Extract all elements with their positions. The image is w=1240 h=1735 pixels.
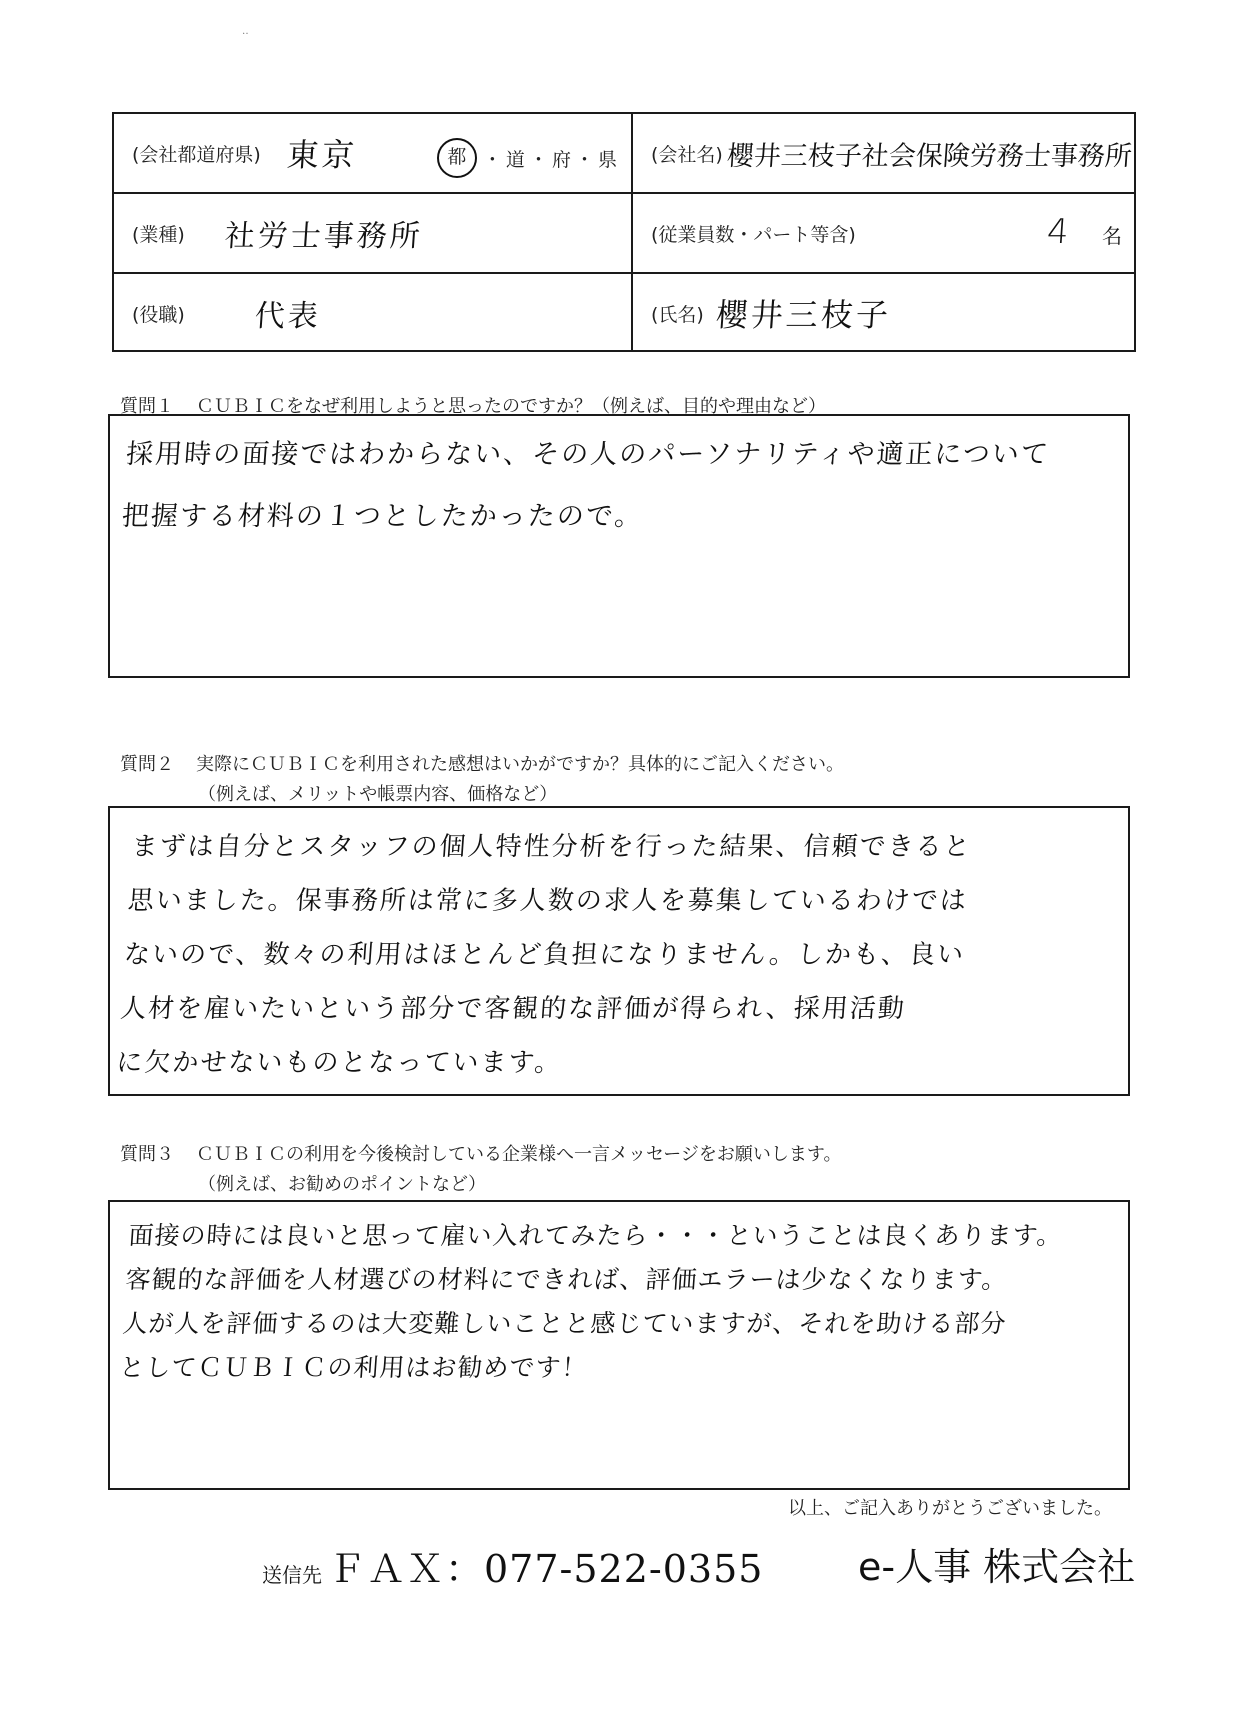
answer-3-line: 人が人を評価するのは大変難しいことと感じていますが、それを助ける部分 xyxy=(121,1309,1008,1338)
row-industry-employees xyxy=(114,194,1134,274)
employees-value: 4 xyxy=(1045,212,1074,252)
answer-2-line: ないので、数々の利用はほとんど負担になりません。しかも、良い xyxy=(122,940,967,970)
question-2-title xyxy=(120,750,844,776)
scan-speck: ‥ xyxy=(242,26,253,37)
answer-1-text xyxy=(120,424,1125,548)
answer-3-line: としてＣＵＢＩＣの利用はお勧めです！ xyxy=(118,1353,589,1382)
fax-prefix: 送信先 xyxy=(262,1563,322,1587)
name-cell xyxy=(633,274,1136,352)
company-label: (会社名) xyxy=(651,143,723,166)
answer-3-text xyxy=(118,1214,1126,1390)
footer-fax xyxy=(262,1538,763,1593)
prefecture-cell xyxy=(114,114,631,192)
position-value: 代表 xyxy=(253,299,322,334)
row-position-name xyxy=(114,274,1134,354)
industry-value: 社労士事務所 xyxy=(223,219,424,254)
position-label: (役職) xyxy=(132,303,185,326)
question-1-text: ＣＵＢＩＣをなぜ利用しようと思ったのですか？（例えば、目的や理由など） xyxy=(196,396,826,417)
name-value: 櫻井三枝子 xyxy=(714,296,893,334)
prefecture-option-do: 道 xyxy=(505,148,525,171)
footer-company: e-人事 株式会社 xyxy=(858,1545,1136,1589)
company-value: 櫻井三枝子社会保険労務士事務所 xyxy=(725,140,1133,172)
answer-2-line: 思いました。保事務所は常に多人数の求人を募集しているわけでは xyxy=(126,886,969,916)
prefecture-label: (会社都道府県) xyxy=(132,143,261,166)
question-3-title xyxy=(120,1140,841,1166)
question-2-number: 質問２ xyxy=(120,754,174,775)
question-2-text: 実際にＣＵＢＩＣを利用された感想はいかがですか？具体的にご記入ください。 xyxy=(196,754,844,775)
prefecture-option-to-circled: 都 xyxy=(437,138,477,178)
question-3-text: ＣＵＢＩＣの利用を今後検討している企業様へ一言メッセージをお願いします。 xyxy=(196,1144,842,1165)
question-2-subtitle: （例えば、メリットや帳票内容、価格など） xyxy=(198,784,558,805)
employees-label: (従業員数・パート等含) xyxy=(651,223,856,246)
position-cell xyxy=(114,274,631,352)
closing-message: 以上、ご記入ありがとうございました。 xyxy=(788,1498,1112,1519)
answer-2-line: 人材を雇いたいという部分で客観的な評価が得られ、採用活動 xyxy=(119,994,907,1024)
answer-3-box xyxy=(108,1200,1130,1490)
company-cell xyxy=(633,114,1136,192)
industry-cell xyxy=(114,194,631,272)
answer-1-line: 把握する材料の１つとしたかったので。 xyxy=(120,501,645,532)
question-3-number: 質問３ xyxy=(120,1144,174,1165)
row-prefecture-company xyxy=(114,114,1134,194)
fax-number: ＦＡＸ：077-522-0355 xyxy=(328,1547,764,1591)
employees-unit: 名 xyxy=(1102,224,1122,248)
prefecture-value: 東京 xyxy=(285,136,359,174)
answer-2-box xyxy=(108,806,1130,1096)
name-label: (氏名) xyxy=(651,303,704,326)
question-3-subtitle: （例えば、お勧めのポイントなど） xyxy=(198,1174,486,1195)
answer-1-line: 採用時の面接ではわからない、その人のパーソナリティや適正について xyxy=(125,439,1051,470)
answer-2-line: に欠かせないものとなっています。 xyxy=(115,1048,564,1078)
prefecture-option-ken: 県 xyxy=(597,148,617,171)
answer-3-line: 面接の時には良いと思って雇い入れてみたら・・・ということは良くあります。 xyxy=(127,1221,1064,1250)
industry-label: (業種) xyxy=(132,223,185,246)
prefecture-option-fu: 府 xyxy=(551,148,571,171)
answer-1-box xyxy=(108,414,1130,678)
answer-2-line: まずは自分とスタッフの個人特性分析を行った結果、信頼できると xyxy=(130,832,973,862)
prefecture-options: 都 ・ 道 ・ 府 ・ 県 xyxy=(437,138,617,178)
question-1-number: 質問１ xyxy=(120,396,174,417)
info-table xyxy=(112,112,1136,352)
answer-3-line: 客観的な評価を人材選びの材料にできれば、評価エラーは少なくなります。 xyxy=(124,1265,1009,1294)
employees-cell xyxy=(633,194,1136,272)
answer-2-text xyxy=(115,820,1130,1090)
employees-count xyxy=(1047,212,1122,252)
